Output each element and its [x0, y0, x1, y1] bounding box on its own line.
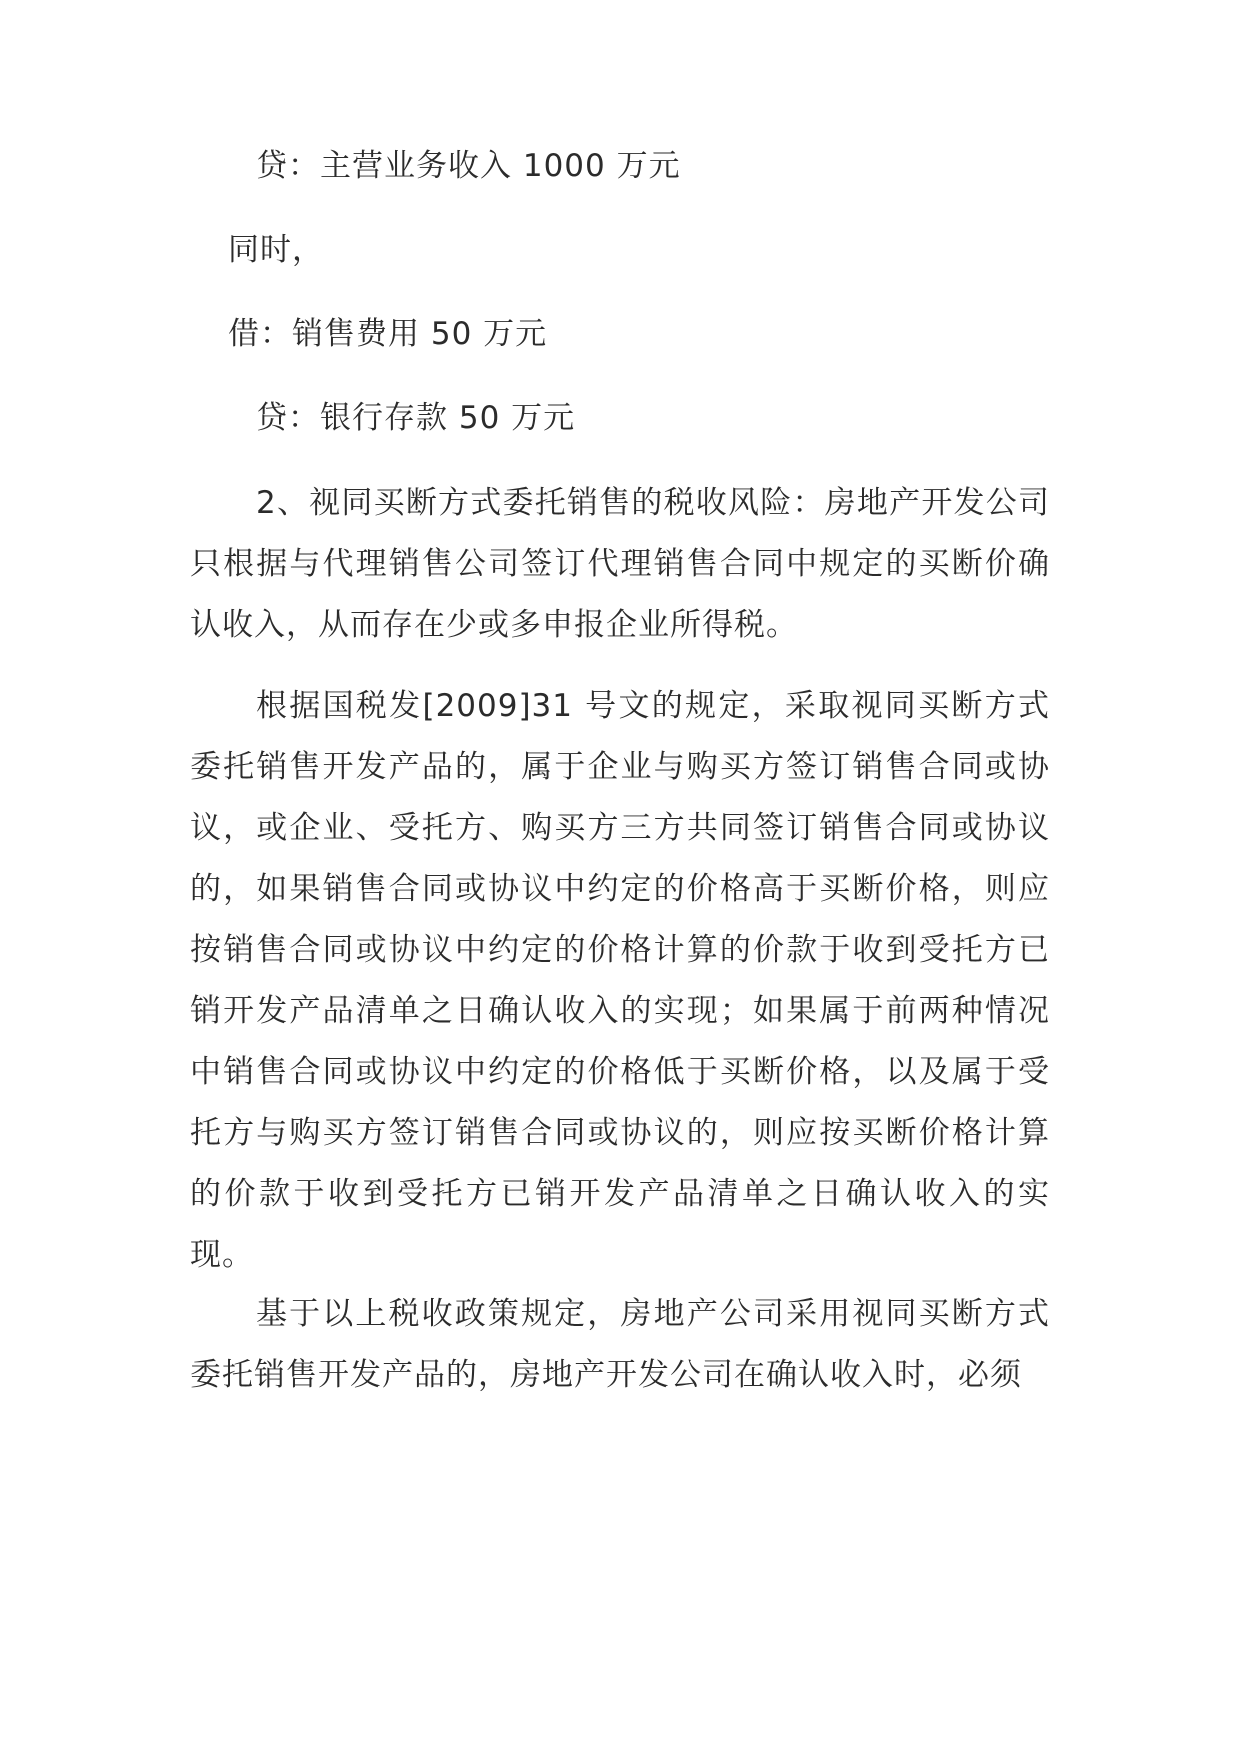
- journal-entry-credit-bank-deposit: 贷：银行存款 50 万元: [256, 400, 576, 436]
- text-simultaneously: 同时，: [228, 232, 324, 268]
- journal-entry-debit-selling-expense: 借：销售费用 50 万元: [228, 316, 548, 352]
- journal-entry-credit-revenue: 贷：主营业务收入 1000 万元: [256, 148, 681, 184]
- paragraph-regulation: 根据国税发[2009]31 号文的规定，采取视同买断方式委托销售开发产品的，属于企业与购买方签订销售合同或协议，或企业、受托方、购买方三方共同签订销售合同或协议的，如果销售合同或协议中约定的价格高于买断价格，则应按销售合同或协议中约定的价格计算的价款于收到受托方已销开发产品清单之日确认收入的实现；如果属于前两种情况中销售合同或协议中约定的价格低于买断价格，以及属于受托方与购买方签订销售合同或协议的，则应按买断价格计算的价款于收到受托方已销开发产品清单之日确认收入的实现。: [190, 688, 1050, 1273]
- paragraph-risk-item-2: 2、视同买断方式委托销售的税收风险：房地产开发公司只根据与代理销售公司签订代理销售合同中规定的买断价确认收入，从而存在少或多申报企业所得税。: [190, 485, 1050, 643]
- paragraph-conclusion: 基于以上税收政策规定，房地产公司采用视同买断方式委托销售开发产品的，房地产开发公司在确认收入时，必须: [190, 1296, 1050, 1393]
